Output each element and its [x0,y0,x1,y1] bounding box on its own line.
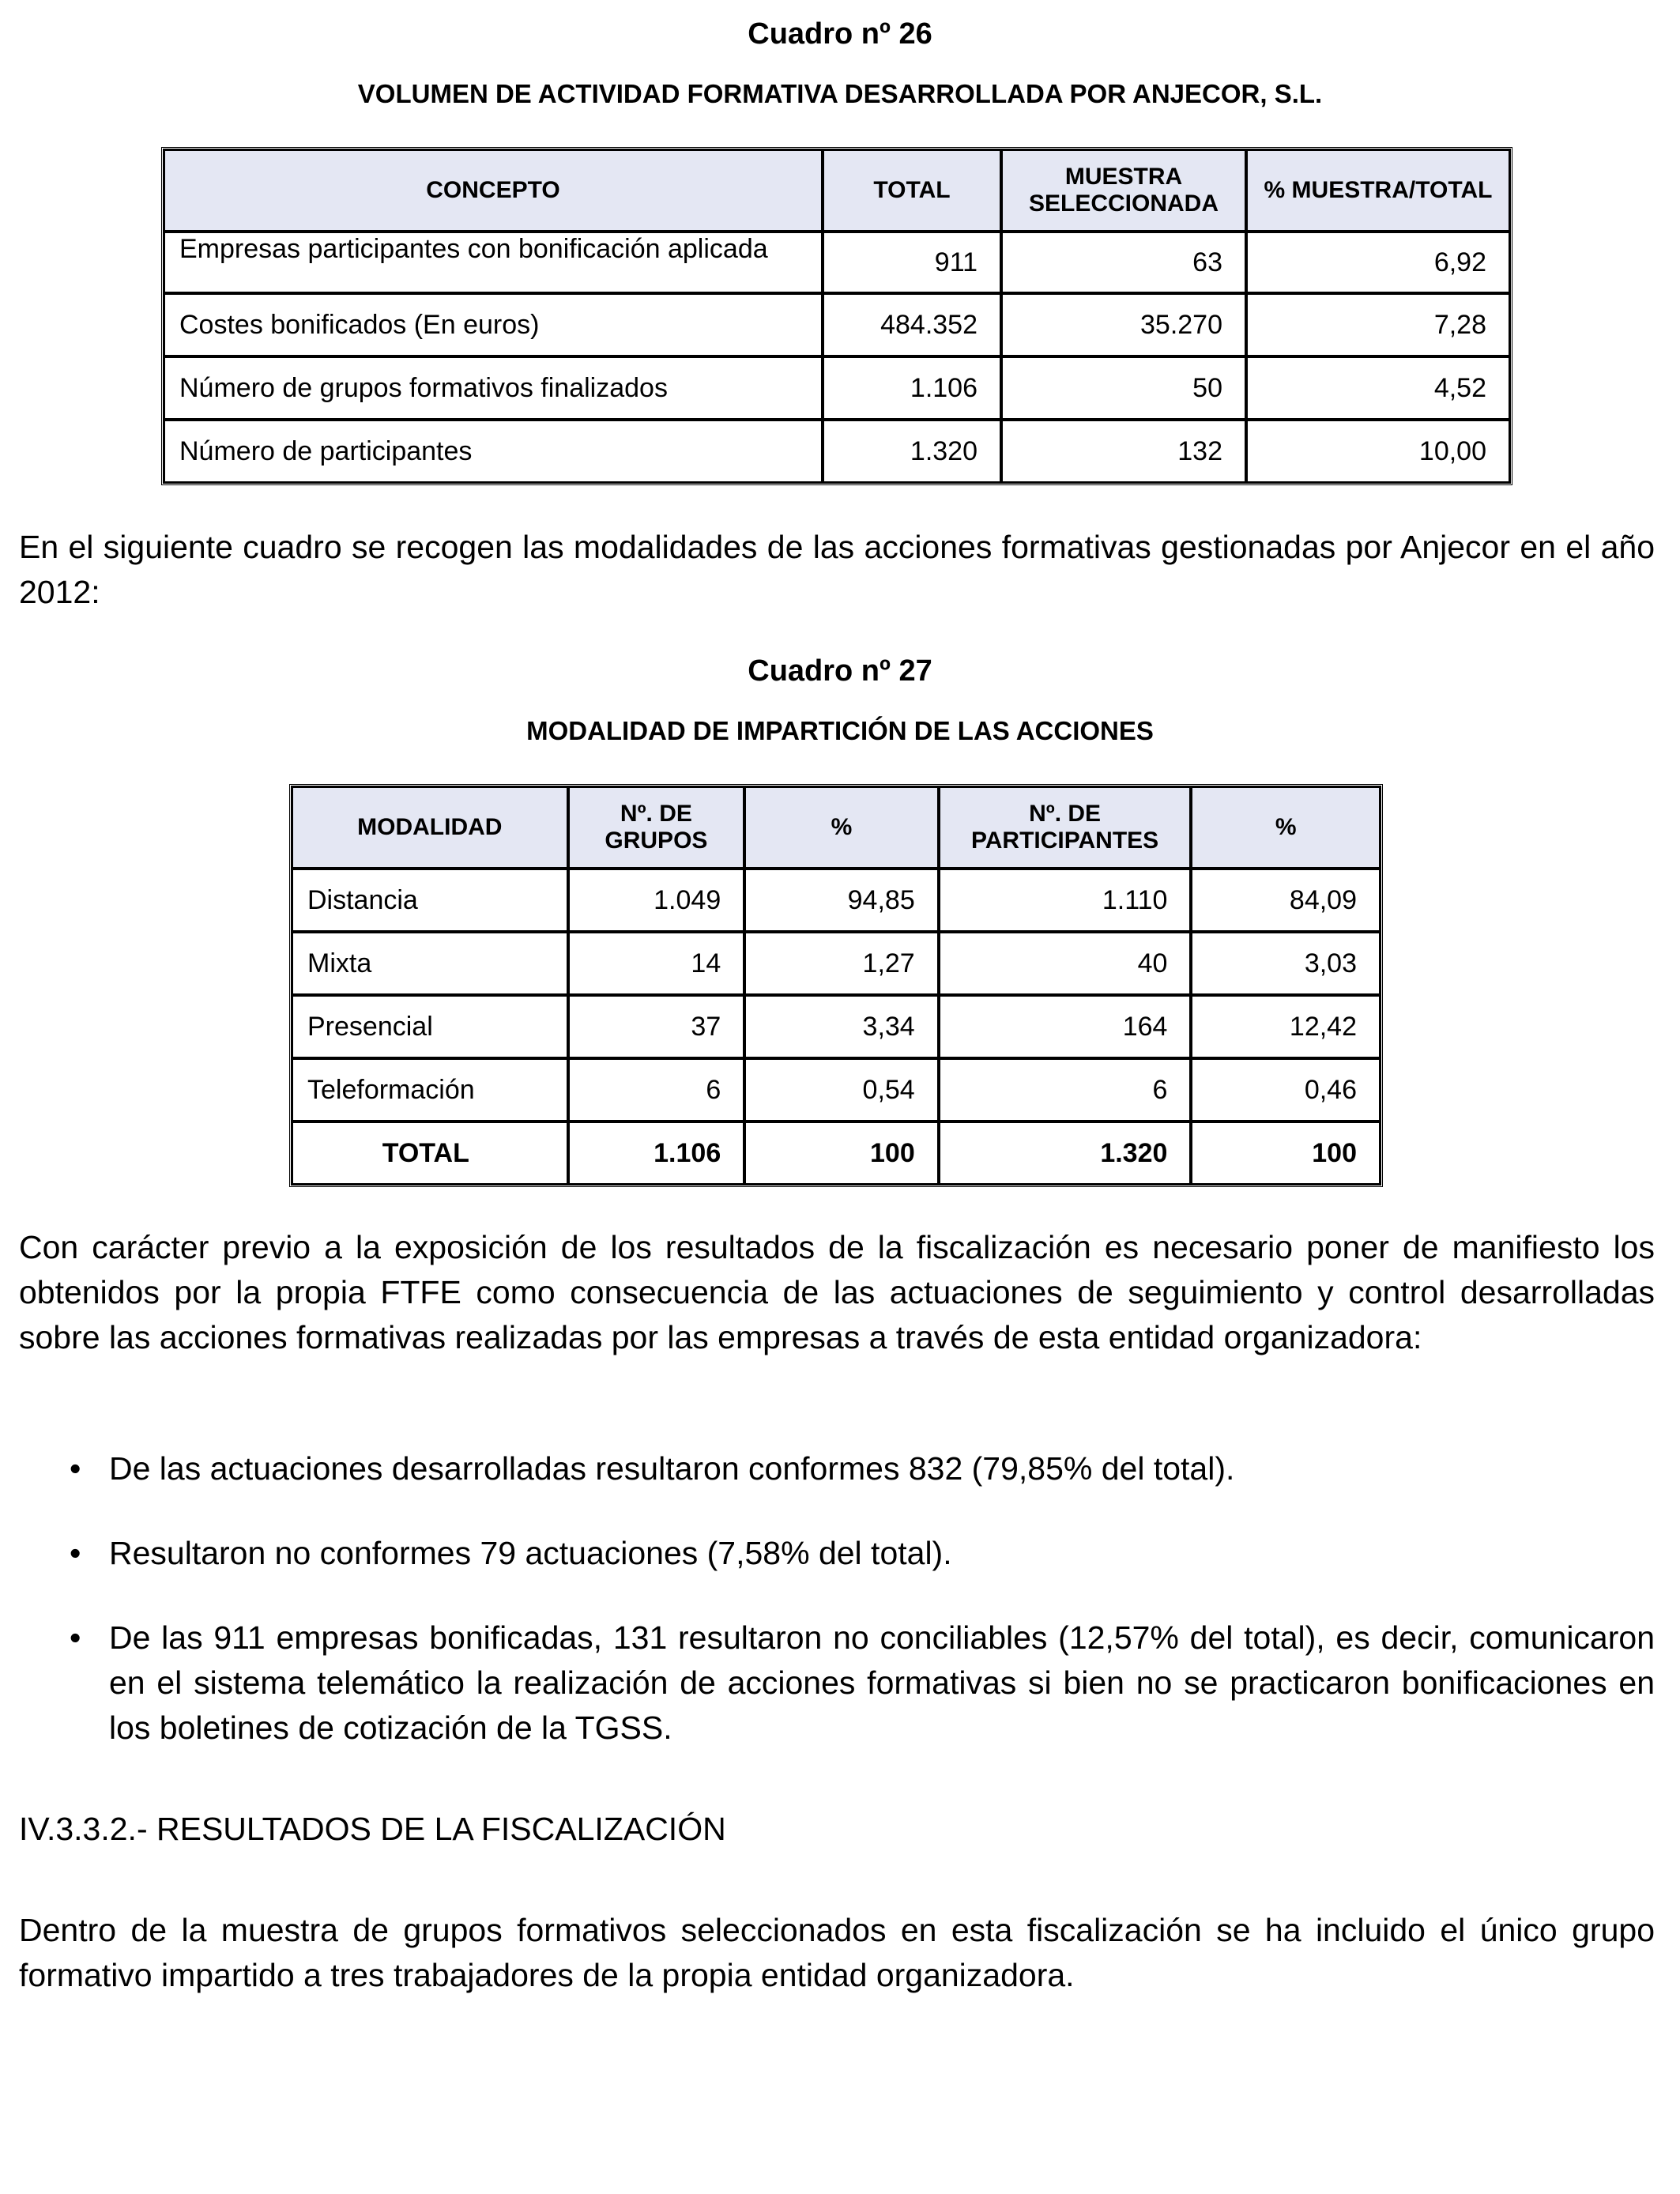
list-item-text: Resultaron no conformes 79 actuaciones (7,58% del total). [109,1535,952,1571]
cuadro-27-subtitle: MODALIDAD DE IMPARTICIÓN DE LAS ACCIONES [526,716,1154,745]
table-row [164,232,1510,293]
row-modalidad: Teleformación [292,1058,568,1122]
table-row [292,1058,1381,1122]
section-heading: IV.3.3.2.- RESULTADOS DE LA FISCALIZACIÓN [19,1811,726,1847]
row-modalidad: Mixta [292,932,568,995]
header-num-participantes: Nº. DE PARTICIPANTES [939,786,1192,869]
table-row [292,995,1381,1058]
row-pct-grupos: 94,85 [744,869,939,932]
table-total-row [292,1122,1381,1185]
list-item-text: De las 911 empresas bonificadas, 131 resultaron no conciliables (12,57% del total), es decir, comunicaron en el sistema telemático la realización de acciones formativas si bien no se practicaron bonificaciones en los boletines de cotización de la TGSS. [109,1619,1655,1746]
row-pct-participantes: 3,03 [1191,932,1381,995]
row-participantes: 1.110 [939,869,1192,932]
total-label: TOTAL [292,1122,568,1185]
cuadro-27-table [289,784,1383,1187]
row-concepto: Costes bonificados (En euros) [164,293,823,356]
row-participantes: 164 [939,995,1192,1058]
row-modalidad: Presencial [292,995,568,1058]
total-pct-grupos: 100 [744,1122,939,1185]
row-concepto: Número de participantes [164,420,823,483]
row-grupos: 1.049 [568,869,745,932]
table-header-row [164,149,1510,232]
row-participantes: 40 [939,932,1192,995]
row-total: 1.106 [823,356,1001,420]
bullet-icon: • [70,1535,81,1571]
body-paragraph-3: Dentro de la muestra de grupos formativos seleccionados en esta fiscalización se ha incluido el único grupo formativo impartido a tres trabajadores de la propia entidad organizadora. [19,1912,1655,1993]
row-grupos: 14 [568,932,745,995]
row-concepto-text: Empresas participantes con bonificación aplicada [179,234,768,264]
cuadro-26-table [161,147,1512,485]
row-total: 911 [823,232,1001,293]
header-pct-grupos: % [744,786,939,869]
table-row [164,356,1510,420]
row-pct-grupos: 3,34 [744,995,939,1058]
table-header-row [292,786,1381,869]
table-row [164,293,1510,356]
table-row [292,932,1381,995]
row-grupos: 37 [568,995,745,1058]
total-participantes: 1.320 [939,1122,1192,1185]
row-participantes: 6 [939,1058,1192,1122]
table-row [164,420,1510,483]
cuadro-26-title: Cuadro nº 26 [748,17,932,51]
row-muestra: 50 [1001,356,1246,420]
row-pct: 7,28 [1246,293,1510,356]
row-muestra: 35.270 [1001,293,1246,356]
findings-list [19,1446,1655,1751]
row-concepto: Número de grupos formativos finalizados [164,356,823,420]
header-muestra: MUESTRA SELECCIONADA [1001,149,1246,232]
header-num-grupos: Nº. DE GRUPOS [568,786,745,869]
row-pct-participantes: 0,46 [1191,1058,1381,1122]
list-item [19,1615,1655,1751]
header-modalidad: MODALIDAD [292,786,568,869]
total-pct-participantes: 100 [1191,1122,1381,1185]
bullet-icon: • [70,1450,81,1487]
header-pct-muestra-total: % MUESTRA/TOTAL [1246,149,1510,232]
row-pct-participantes: 12,42 [1191,995,1381,1058]
header-concepto: CONCEPTO [164,149,823,232]
row-pct-grupos: 1,27 [744,932,939,995]
cuadro-27-title: Cuadro nº 27 [748,654,932,688]
table-row [292,869,1381,932]
row-grupos: 6 [568,1058,745,1122]
row-pct: 6,92 [1246,232,1510,293]
list-item-text: De las actuaciones desarrolladas resultaron conformes 832 (79,85% del total). [109,1450,1235,1487]
row-total: 1.320 [823,420,1001,483]
row-muestra: 132 [1001,420,1246,483]
body-paragraph-2: Con carácter previo a la exposición de los resultados de la fiscalización es necesario poner de manifiesto los obtenidos por la propia FTFE como consecuencia de las actuaciones de seguimiento y control desarrolladas sobre las acciones formativas realizadas por las empresas a través de esta entidad organizadora: [19,1229,1655,1355]
row-pct: 4,52 [1246,356,1510,420]
intro-paragraph: En el siguiente cuadro se recogen las modalidades de las acciones formativas gestionadas por Anjecor en el año 2012: [19,529,1655,610]
header-pct-participantes: % [1191,786,1381,869]
list-item [19,1531,1655,1576]
cuadro-26-subtitle: VOLUMEN DE ACTIVIDAD FORMATIVA DESARROLLADA POR ANJECOR, S.L. [357,79,1323,108]
list-item [19,1446,1655,1491]
row-concepto [164,232,823,293]
row-pct-participantes: 84,09 [1191,869,1381,932]
total-grupos: 1.106 [568,1122,745,1185]
row-pct: 10,00 [1246,420,1510,483]
row-total: 484.352 [823,293,1001,356]
bullet-icon: • [70,1619,81,1656]
row-muestra: 63 [1001,232,1246,293]
row-pct-grupos: 0,54 [744,1058,939,1122]
row-modalidad: Distancia [292,869,568,932]
header-total: TOTAL [823,149,1001,232]
